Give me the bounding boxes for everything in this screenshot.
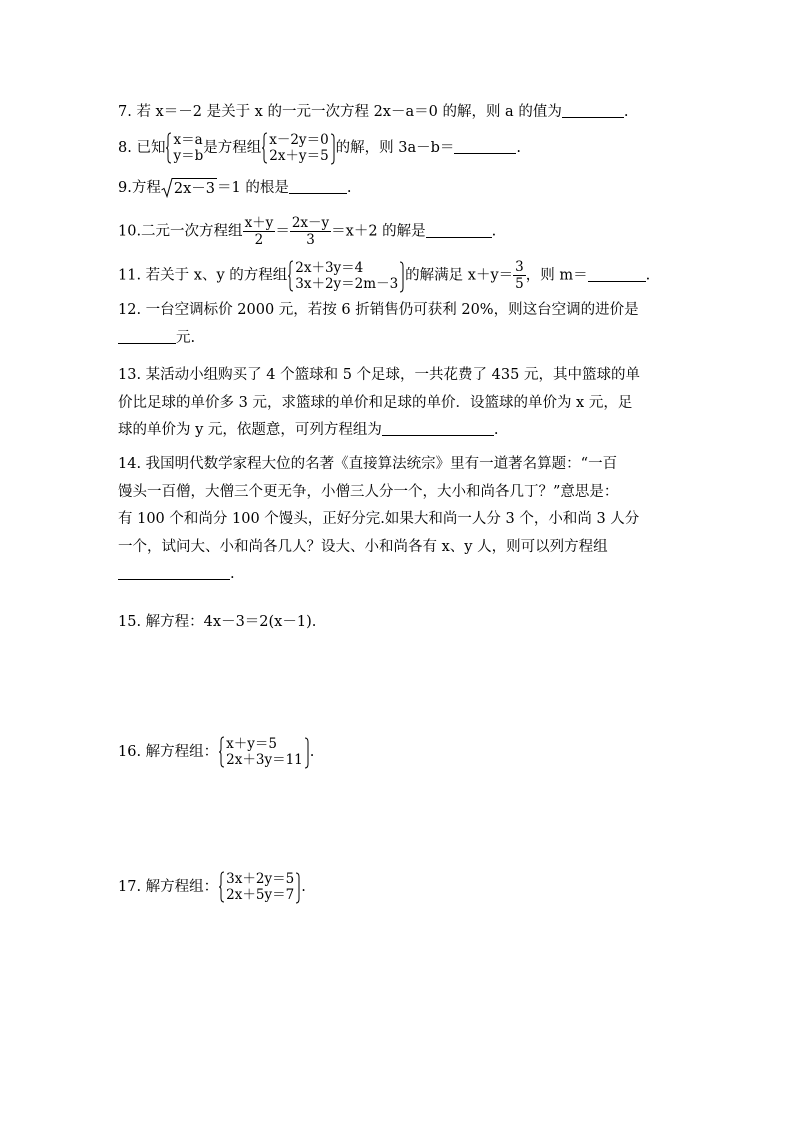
- question-16-period: .: [309, 744, 315, 760]
- answer-blank[interactable]: [289, 179, 347, 194]
- equation: 2x＋3y＝4: [295, 259, 364, 276]
- answer-blank[interactable]: [454, 139, 516, 154]
- question-13: [118, 362, 676, 445]
- answer-blank[interactable]: [588, 267, 646, 282]
- question-9-period: .: [346, 180, 352, 196]
- left-brace-icon: [218, 736, 225, 768]
- left-brace-icon: [261, 132, 268, 164]
- question-10-suffix: ＝x＋2 的解是: [331, 223, 426, 240]
- question-9: [118, 178, 351, 198]
- question-14: [118, 451, 676, 589]
- left-brace-icon: [218, 871, 225, 903]
- equation: y＝b: [173, 148, 204, 164]
- question-16-prefix: 16. 解方程组：: [118, 744, 219, 760]
- equation: 2x＋3y＝11: [226, 752, 303, 768]
- solution-system: [165, 132, 203, 164]
- numerator: 3: [515, 259, 524, 275]
- equation: 3x＋2y＝5: [226, 871, 295, 887]
- denominator: 3: [306, 232, 315, 248]
- fraction: [290, 215, 331, 248]
- equation: 2x＋5y＝7: [226, 887, 295, 903]
- right-bracket-icon: [304, 737, 310, 769]
- right-bracket-icon: [399, 261, 405, 293]
- question-17-period: .: [301, 879, 306, 895]
- question-9-prefix: 9.方程: [118, 180, 161, 196]
- question-12: [118, 297, 676, 352]
- question-14-line: 14. 我国明代数学家程大位的名著《直接算法统宗》里有一道著名算题：“一百: [118, 456, 618, 472]
- equation: x－2y＝0: [269, 132, 329, 148]
- equation-system: [218, 736, 310, 768]
- question-14-line: [118, 561, 676, 589]
- denominator: 5: [515, 276, 524, 292]
- question-11-middle: 的解满足 x＋y＝: [405, 267, 514, 284]
- equation: x＋y＝5: [226, 736, 278, 752]
- right-bracket-icon: [295, 872, 301, 904]
- question-14-period: .: [230, 566, 235, 582]
- question-13-period: .: [493, 422, 499, 438]
- question-10-prefix: 10.二元一次方程组: [118, 223, 243, 240]
- equation-system: [287, 260, 405, 292]
- question-13-line: 13. 某活动小组购买了 4 个篮球和 5 个足球，一共花费了 435 元，其中篮球的单: [118, 367, 640, 383]
- question-7-text: 7. 若 x＝－2 是关于 x 的一元一次方程 2x－a＝0 的解，则 a 的值为: [118, 104, 562, 120]
- question-11-suffix: ，则 m＝: [525, 267, 588, 284]
- question-16: [118, 736, 314, 768]
- question-17: [118, 871, 306, 903]
- equation: 2x＋y＝5: [269, 148, 329, 164]
- answer-blank[interactable]: [562, 103, 624, 118]
- question-10: [118, 215, 496, 248]
- question-12-line: 12. 一台空调标价 2000 元，若按 6 折销售仍可获利 20%，则这台空调的进价是: [118, 302, 639, 318]
- question-9-suffix: ＝1 的根是: [216, 180, 289, 196]
- left-brace-icon: [165, 132, 172, 164]
- numerator: x＋y: [244, 215, 274, 231]
- left-brace-icon: [287, 260, 294, 292]
- question-17-prefix: 17. 解方程组：: [118, 879, 219, 895]
- question-10-period: .: [491, 223, 497, 240]
- equation-system: [218, 871, 301, 903]
- equation: x＝a: [173, 132, 203, 148]
- radical-sign-icon: [161, 178, 173, 198]
- question-8-suffix: 的解，则 3a－b＝: [335, 140, 455, 156]
- question-13-line: [118, 417, 676, 445]
- equation-system: [261, 132, 335, 164]
- question-13-text: 球的单价为 y 元，依题意，可列方程组为: [118, 422, 382, 438]
- answer-blank[interactable]: [118, 329, 176, 344]
- question-12-unit: 元.: [176, 329, 196, 346]
- question-14-line: 一个，试问大、小和尚各几人？设大、小和尚各有 x、y 人，则可以列方程组: [118, 538, 608, 555]
- answer-blank[interactable]: [426, 223, 492, 238]
- answer-blank[interactable]: [382, 421, 494, 436]
- right-bracket-icon: [330, 133, 336, 165]
- question-13-line: 价比足球的单价多 3 元，求篮球的单价和足球的单价．设篮球的单价为 x 元，足: [118, 394, 633, 411]
- question-8-period: .: [516, 140, 522, 156]
- question-11: [118, 259, 650, 292]
- numerator: 2x－y: [291, 215, 330, 231]
- fraction: [513, 259, 526, 292]
- question-15-text: 15. 解方程：4x－3＝2(x－1).: [118, 614, 317, 630]
- question-11-prefix: 11. 若关于 x、y 的方程组: [118, 267, 288, 284]
- question-8: [118, 132, 521, 164]
- question-12-line: [118, 325, 676, 353]
- question-7-period: .: [623, 104, 629, 120]
- equals-sign: ＝: [275, 223, 290, 240]
- answer-blank[interactable]: [118, 565, 230, 580]
- question-11-period: .: [645, 267, 651, 284]
- question-15: [118, 613, 316, 631]
- question-14-line: 馒头一百僧，大僧三个更无争，小僧三人分一个，大小和尚各几丁？”意思是：: [118, 483, 619, 500]
- denominator: 2: [254, 232, 264, 248]
- question-14-line: 有 100 个和尚分 100 个馒头，正好分完.如果大和尚一人分 3 个，小和尚 3 人分: [118, 511, 640, 527]
- question-8-prefix: 8. 已知: [118, 140, 166, 156]
- square-root: [161, 178, 217, 198]
- equation: 3x＋2y＝2m－3: [295, 275, 399, 292]
- fraction: [243, 215, 276, 248]
- radicand: 2x－3: [172, 178, 217, 198]
- question-7: [118, 103, 628, 121]
- question-8-middle: 是方程组: [203, 140, 262, 156]
